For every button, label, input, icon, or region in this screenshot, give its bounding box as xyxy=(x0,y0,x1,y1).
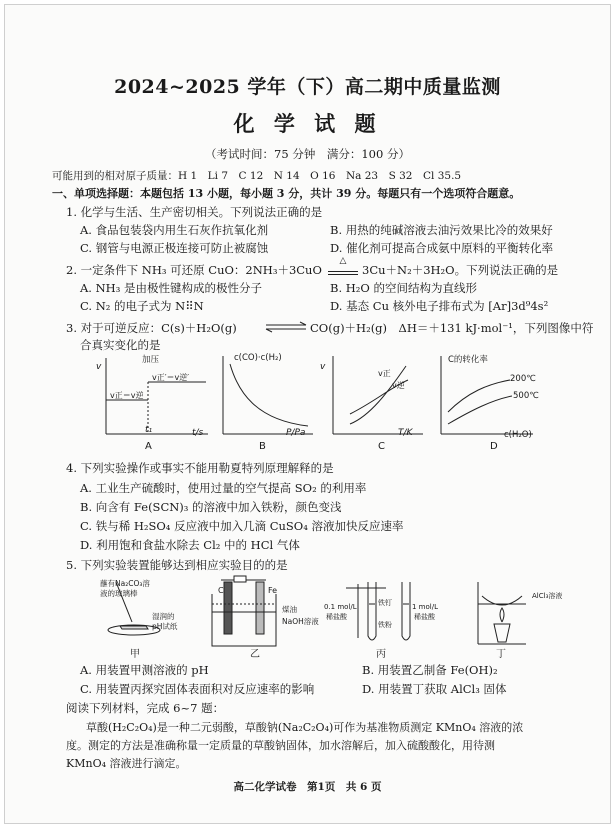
material-line1: 草酸(H₂C₂O₄)是一种二元弱酸，草酸钠(Na₂C₂O₄)可作为基准物质测定 KMnO₄ 溶液的浓 xyxy=(86,721,524,734)
q5-stem: 5. 下列实验装置能够达到相应实验目的的是 xyxy=(66,558,288,572)
fig-label-bing: 丙 xyxy=(376,649,386,660)
graph-b-y-label: c(CO)·c(H₂) xyxy=(234,353,282,363)
q3-graphs xyxy=(88,352,538,460)
bing-powder: 铁粉 xyxy=(378,621,392,629)
material-line3: KMnO₄ 溶液进行滴定。 xyxy=(66,757,187,770)
graph-d-series-500: 500℃ xyxy=(513,391,539,401)
q4-option-a: A. 工业生产硫酸时，使用过量的空气提高 SO₂ 的利用率 xyxy=(80,481,367,495)
graph-c-v1: v正 xyxy=(378,369,391,378)
graph-c-v2: v逆 xyxy=(392,381,405,390)
jia-paper2: pH试纸 xyxy=(152,622,178,631)
material-line2: 度。测定的方法是准确称量一定质量的草酸钠固体，加水溶解后，加入硫酸酸化，用待测 xyxy=(66,739,495,752)
graph-c-x-label: T/K xyxy=(398,428,413,438)
q3-reversible-arrow xyxy=(264,320,308,334)
page-footer: 高二化学试卷 第1页 共 6 页 xyxy=(233,781,382,793)
q2-equals-line1 xyxy=(328,271,358,272)
q2-stem-part1: 2. 一定条件下 NH₃ 可还原 CuO：2NH₃＋3CuO xyxy=(66,263,322,277)
q5-option-a: A. 用装置甲测溶液的 pH xyxy=(80,663,209,677)
yi-fe-electrode: Fe xyxy=(268,586,278,595)
graph-d-series-200: 200℃ xyxy=(510,374,536,384)
graph-a-x-label: t/s xyxy=(192,428,204,438)
graph-c-y-label: v xyxy=(320,362,326,372)
q4-option-b: B. 向含有 Fe(SCN)₃ 的溶液中加入铁粉，颜色变浅 xyxy=(80,500,342,514)
jia-note2: 液的玻璃棒 xyxy=(100,589,138,598)
graph-a-y-label: v xyxy=(96,362,102,372)
q4-option-c: C. 铁与稀 H₂SO₄ 反应液中加入几滴 CuSO₄ 溶液加快反应速率 xyxy=(80,519,404,533)
atomic-masses: 可能用到的相对原子质量：H 1 Li 7 C 12 N 14 O 16 Na 23 S 32 Cl 35.5 xyxy=(52,170,462,182)
q4-option-d: D. 利用饱和食盐水除去 Cl₂ 中的 HCl 气体 xyxy=(80,538,300,552)
q3-stem-part1: 3. 对于可逆反应：C(s)＋H₂O(g) xyxy=(66,321,237,335)
q2-option-b: B. H₂O 的空间结构为直线形 xyxy=(330,281,477,295)
yi-solution: NaOH溶液 xyxy=(282,617,319,626)
q1-stem: 1. 化学与生活、生产密切相关。下列说法正确的是 xyxy=(66,205,323,219)
fig-label-ding: 丁 xyxy=(496,649,506,660)
graph-a-label: A xyxy=(145,441,152,452)
graph-a-top-label: 加压 xyxy=(142,355,160,365)
graph-d-x-label: c(H₂O) xyxy=(504,430,532,440)
q5-option-c: C. 用装置丙探究固体表面积对反应速率的影响 xyxy=(80,682,315,696)
bing-right1: 1 mol/L xyxy=(412,603,438,611)
q2-option-d: D. 基态 Cu 核外电子排布式为 [Ar]3d⁹4s² xyxy=(330,299,549,313)
ding-solution: AlCl₃溶液 xyxy=(532,592,563,600)
jia-note1: 蘸有Na₂CO₃溶 xyxy=(100,579,150,588)
graph-a-v2: v正′＝v逆′ xyxy=(152,373,190,382)
yi-oil: 煤油 xyxy=(282,605,297,614)
bing-right2: 稀盐酸 xyxy=(414,613,435,621)
q1-option-d: D. 催化剂可提高合成氨中原料的平衡转化率 xyxy=(330,241,554,255)
bing-left1: 0.1 mol/L xyxy=(324,603,357,611)
q5-option-d: D. 用装置丁获取 AlCl₃ 固体 xyxy=(362,682,507,696)
section-heading: 一、单项选择题：本题包括 13 小题，每小题 3 分，共计 39 分。每题只有一个选项符合题意。 xyxy=(52,187,521,200)
q1-option-a: A. 食品包装袋内用生石灰作抗氧化剂 xyxy=(80,223,269,237)
fig-label-yi: 乙 xyxy=(250,649,260,660)
graph-b-x-label: P/Pa xyxy=(286,428,306,438)
exam-subject: 化 学 试 题 xyxy=(233,111,382,136)
q2-equals-line2 xyxy=(328,274,358,275)
jia-paper1: 湿润的 xyxy=(152,612,175,621)
q2-stem-part2: 3Cu＋N₂＋3H₂O。下列说法正确的是 xyxy=(362,263,559,277)
q2-option-c: C. N₂ 的电子式为 N⠿N xyxy=(80,299,204,313)
q1-option-c: C. 钢管与电源正极连接可防止被腐蚀 xyxy=(80,241,269,255)
exam-info: （考试时间：75 分钟 满分：100 分） xyxy=(205,147,410,161)
bing-nail: 铁钉 xyxy=(378,599,392,607)
q5-option-b: B. 用装置乙制备 Fe(OH)₂ xyxy=(362,663,498,677)
graph-b xyxy=(223,356,313,434)
graph-b-label: B xyxy=(259,441,266,452)
bing-left2: 稀盐酸 xyxy=(326,613,347,621)
q3-stem-part3: 合真实变化的是 xyxy=(80,338,161,352)
exam-title: 2024~2025 学年（下）高二期中质量监测 xyxy=(114,76,501,98)
graph-c-label: C xyxy=(378,441,385,452)
graph-a-t1: t₁ xyxy=(145,425,153,435)
graph-d-label: D xyxy=(490,441,498,452)
q2-option-a: A. NH₃ 是由极性键构成的极性分子 xyxy=(80,281,262,295)
q2-heat-symbol: △ xyxy=(339,256,347,266)
graph-d-y-label: C的转化率 xyxy=(448,355,488,365)
yi-c-electrode: C xyxy=(218,586,224,595)
q1-option-b: B. 用热的纯碱溶液去油污效果比冷的效果好 xyxy=(330,223,553,237)
q4-stem: 4. 下列实验操作或事实不能用勒夏特列原理解释的是 xyxy=(66,461,334,475)
material-intro: 阅读下列材料，完成 6~7 题： xyxy=(66,701,225,715)
fig-label-jia: 甲 xyxy=(130,649,140,660)
graph-a-v1: v正＝v逆 xyxy=(110,391,144,400)
q3-stem-part2: CO(g)＋H₂(g) ΔH＝＋131 kJ·mol⁻¹，下列图像中符 xyxy=(310,321,594,335)
